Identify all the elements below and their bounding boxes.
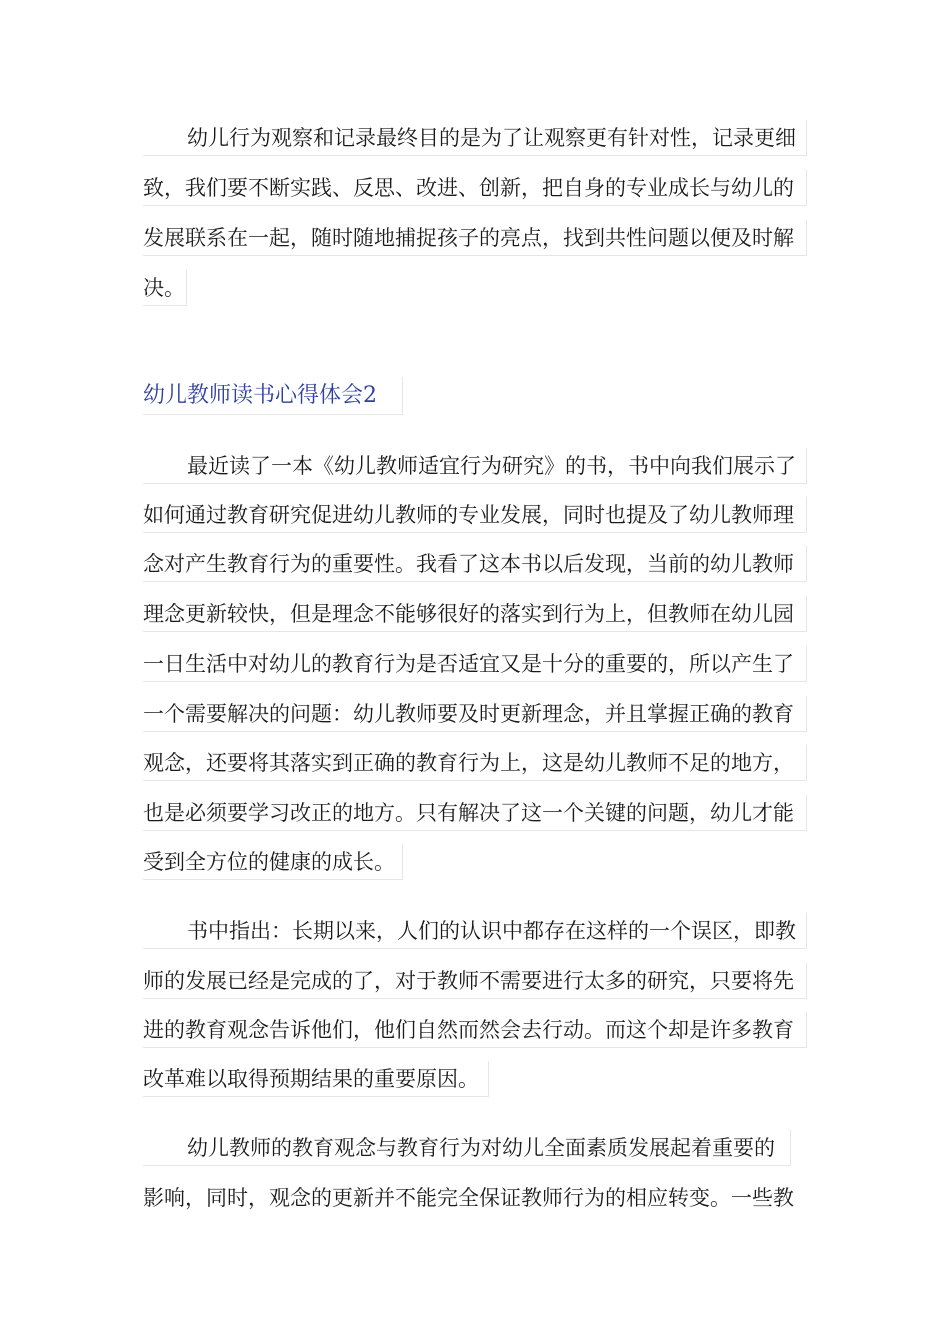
paragraph-2-line: 如何通过教育研究促进幼儿教师的专业发展，同时也提及了幼儿教师理 bbox=[143, 497, 807, 533]
paragraph-1-line: 发展联系在一起，随时随地捕捉孩子的亮点，找到共性问题以便及时解 bbox=[143, 220, 807, 256]
paragraph-3-line: 进的教育观念告诉他们，他们自然而然会去行动。而这个却是许多教育 bbox=[143, 1012, 807, 1048]
paragraph-4-line: 影响，同时，观念的更新并不能完全保证教师行为的相应转变。一些教 bbox=[143, 1186, 794, 1210]
paragraph-2-line: 受到全方位的健康的成长。 bbox=[143, 844, 403, 880]
paragraph-2-line: 最近读了一本《幼儿教师适宜行为研究》的书，书中向我们展示了 bbox=[143, 448, 807, 484]
paragraph-1-line: 幼儿行为观察和记录最终目的是为了让观察更有针对性，记录更细 bbox=[143, 120, 807, 156]
paragraph-2-line: 一个需要解决的问题：幼儿教师要及时更新理念，并且掌握正确的教育 bbox=[143, 696, 807, 732]
paragraph-2-line: 理念更新较快，但是理念不能够很好的落实到行为上，但教师在幼儿园 bbox=[143, 596, 807, 632]
paragraph-3-line: 师的发展已经是完成的了，对于教师不需要进行太多的研究，只要将先 bbox=[143, 963, 807, 999]
paragraph-2-line: 一日生活中对幼儿的教育行为是否适宜又是十分的重要的，所以产生了 bbox=[143, 646, 807, 682]
paragraph-2-line: 也是必须要学习改正的地方。只有解决了这一个关键的问题，幼儿才能 bbox=[143, 795, 807, 831]
paragraph-2-line: 观念，还要将其落实到正确的教育行为上，这是幼儿教师不足的地方， bbox=[143, 745, 807, 781]
paragraph-1-line: 决。 bbox=[143, 270, 187, 306]
paragraph-1-line: 致，我们要不断实践、反思、改进、创新，把自身的专业成长与幼儿的 bbox=[143, 170, 807, 206]
section-heading: 幼儿教师读书心得体会2 bbox=[143, 377, 403, 415]
paragraph-3-line: 书中指出：长期以来，人们的认识中都存在这样的一个误区，即教 bbox=[143, 913, 807, 949]
paragraph-3-line: 改革难以取得预期结果的重要原因。 bbox=[143, 1061, 489, 1097]
paragraph-2-line: 念对产生教育行为的重要性。我看了这本书以后发现，当前的幼儿教师 bbox=[143, 546, 807, 582]
paragraph-4-line: 幼儿教师的教育观念与教育行为对幼儿全面素质发展起着重要的 bbox=[143, 1130, 791, 1166]
